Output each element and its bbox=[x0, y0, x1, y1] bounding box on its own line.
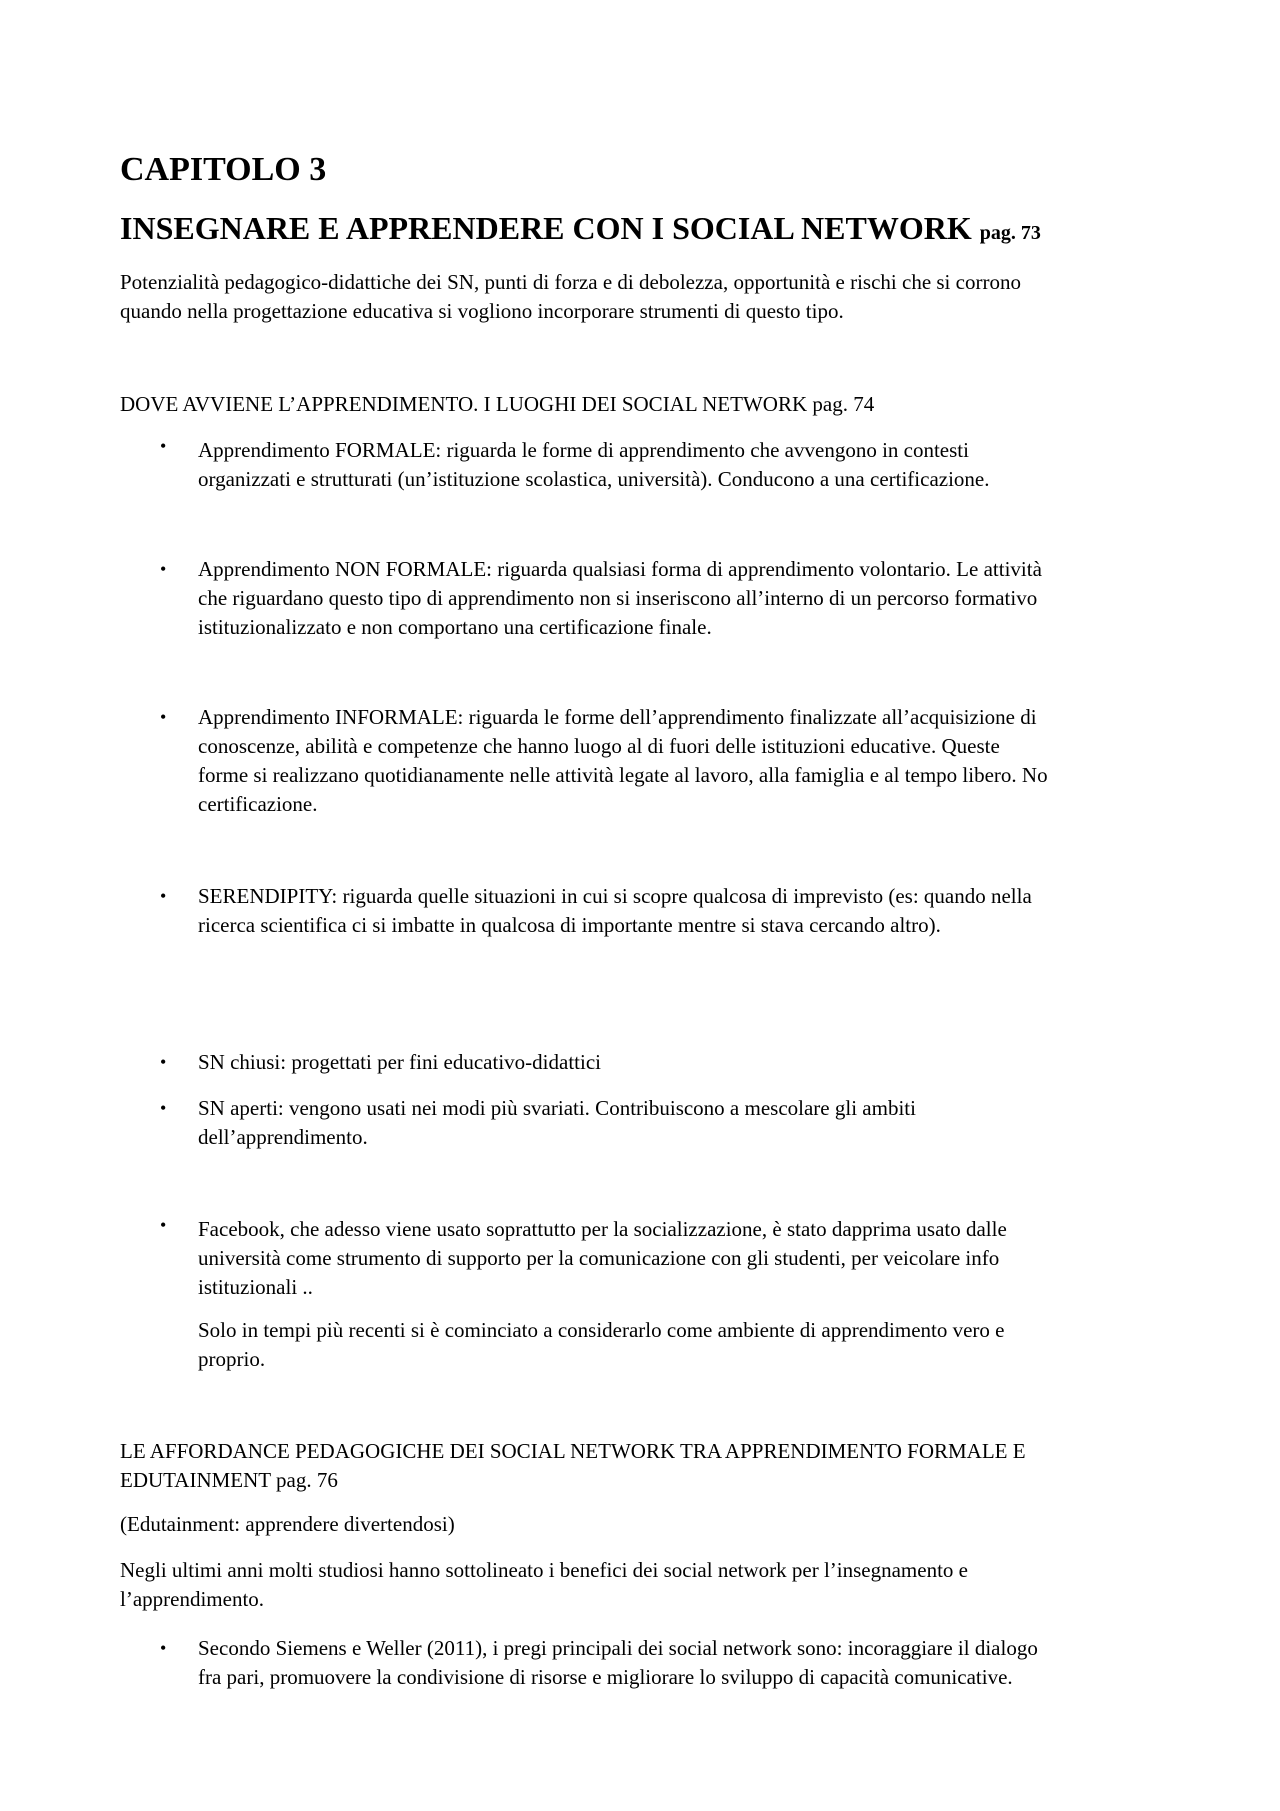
text-line: proprio. bbox=[198, 1347, 266, 1371]
text-line: istituzionali .. bbox=[198, 1275, 313, 1299]
section-title: INSEGNARE E APPRENDERE CON I SOCIAL NETWORK bbox=[120, 210, 972, 246]
list-item-nonformal-learning bbox=[198, 555, 1198, 642]
text-line: fra pari, promuovere la condivisione di risorse e migliorare lo sviluppo di capacità comunicative. bbox=[198, 1665, 1013, 1689]
text-line: Apprendimento NON FORMALE: riguarda qualsiasi forma di apprendimento volontario. Le attività bbox=[198, 557, 1042, 581]
text-line: Secondo Siemens e Weller (2011), i pregi principali dei social network sono: incoraggiare il dialogo bbox=[198, 1636, 1038, 1660]
list-item-serendipity bbox=[198, 882, 1198, 940]
list-item-formal-learning bbox=[198, 436, 1198, 494]
bullet-marker: • bbox=[160, 886, 167, 906]
text-line: quando nella progettazione educativa si vogliono incorporare strumenti di questo tipo. bbox=[120, 299, 844, 323]
bullet-marker: • bbox=[160, 1638, 167, 1658]
text-line: forme si realizzano quotidianamente nelle attività legate al lavoro, alla famiglia e al tempo libero. No bbox=[198, 763, 1048, 787]
edutainment-note: (Edutainment: apprendere divertendosi) bbox=[120, 1512, 455, 1536]
text-line: ricerca scientifica ci si imbatte in qualcosa di importante mentre si stava cercando altro). bbox=[198, 913, 941, 937]
bullet-marker: • bbox=[160, 559, 167, 579]
text-line: dell’apprendimento. bbox=[198, 1125, 368, 1149]
intro-paragraph bbox=[120, 268, 1021, 326]
text-line: università come strumento di supporto per la comunicazione con gli studenti, per veicolare info bbox=[198, 1246, 1000, 1270]
bullet-marker: • bbox=[160, 1215, 167, 1235]
text-line: certificazione. bbox=[198, 792, 318, 816]
chapter-title: CAPITOLO 3 bbox=[120, 151, 327, 188]
text-line: conoscenze, abilità e competenze che hanno luogo al di fuori delle istituzioni educative. Queste bbox=[198, 734, 1000, 758]
benefits-paragraph bbox=[120, 1556, 968, 1614]
bullet-marker: • bbox=[160, 1052, 167, 1072]
list-item-informal-learning bbox=[198, 703, 1198, 819]
bullet-marker: • bbox=[160, 707, 167, 727]
list-item-siemens-weller bbox=[198, 1634, 1198, 1692]
list-item-closed-sn bbox=[198, 1048, 1198, 1077]
text-line: istituzionalizzato e non comportano una certificazione finale. bbox=[198, 615, 712, 639]
text-line: Apprendimento FORMALE: riguarda le forme di apprendimento che avvengono in contesti bbox=[198, 438, 969, 462]
text-line: Potenzialità pedagogico-didattiche dei SN, punti di forza e di debolezza, opportunità e rischi che si corrono bbox=[120, 270, 1021, 294]
text-line: organizzati e strutturati (un’istituzione scolastica, università). Conducono a una certificazione. bbox=[198, 467, 990, 491]
bullet-marker: • bbox=[160, 1098, 167, 1118]
subsection-heading-affordance bbox=[120, 1437, 1026, 1495]
text-line: Negli ultimi anni molti studiosi hanno sottolineato i benefici dei social network per l’insegnamento e bbox=[120, 1558, 968, 1582]
text-line: SN chiusi: progettati per fini educativo-didattici bbox=[198, 1050, 601, 1074]
bullet-marker: • bbox=[160, 436, 167, 456]
list-item-facebook bbox=[198, 1215, 1198, 1302]
facebook-continuation-paragraph bbox=[198, 1316, 1198, 1374]
text-line: Solo in tempi più recenti si è cominciato a considerarlo come ambiente di apprendimento vero e bbox=[198, 1318, 1005, 1342]
subsection-heading-learning-places: DOVE AVVIENE L’APPRENDIMENTO. I LUOGHI DEI SOCIAL NETWORK pag. 74 bbox=[120, 392, 875, 416]
list-item-open-sn bbox=[198, 1094, 1198, 1152]
section-page-ref: pag. 73 bbox=[979, 222, 1041, 244]
section-heading bbox=[120, 208, 1041, 253]
text-line: Facebook, che adesso viene usato soprattutto per la socializzazione, è stato dapprima usato dalle bbox=[198, 1217, 1007, 1241]
text-line: Apprendimento INFORMALE: riguarda le forme dell’apprendimento finalizzate all’acquisizione di bbox=[198, 705, 1037, 729]
text-line: SN aperti: vengono usati nei modi più svariati. Contribuiscono a mescolare gli ambiti bbox=[198, 1096, 916, 1120]
text-line: che riguardano questo tipo di apprendimento non si inseriscono all’interno di un percorso formativo bbox=[198, 586, 1038, 610]
text-line: EDUTAINMENT pag. 76 bbox=[120, 1468, 338, 1492]
text-line: SERENDIPITY: riguarda quelle situazioni in cui si scopre qualcosa di imprevisto (es: quando nella bbox=[198, 884, 1032, 908]
text-line: LE AFFORDANCE PEDAGOGICHE DEI SOCIAL NETWORK TRA APPRENDIMENTO FORMALE E bbox=[120, 1439, 1026, 1463]
text-line: l’apprendimento. bbox=[120, 1587, 265, 1611]
